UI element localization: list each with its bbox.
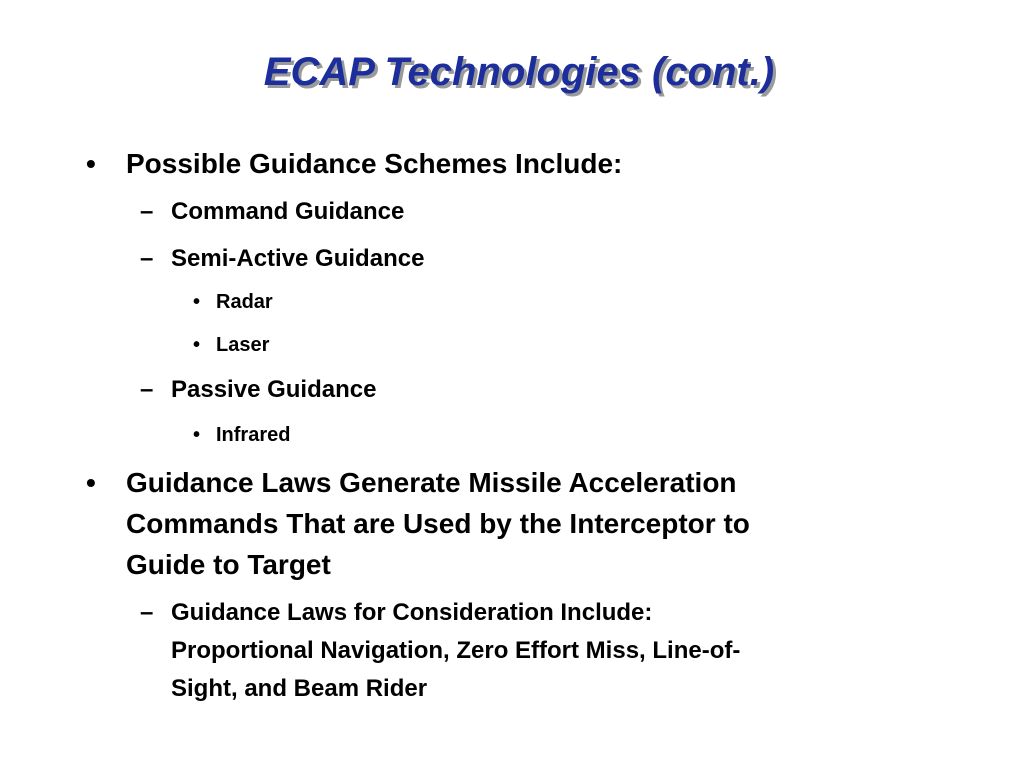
- bullet-marker: •: [193, 291, 201, 313]
- bullet-guidance-laws-line1: Guidance Laws Generate Missile Acceleration: [126, 467, 737, 498]
- bullet-marker: •: [193, 424, 201, 446]
- dash-marker: –: [140, 198, 154, 225]
- slide-title: ECAP Technologies (cont.): [263, 50, 775, 94]
- dash-marker: –: [140, 245, 154, 272]
- sub-sub-bullet-infrared: Infrared: [216, 424, 291, 446]
- bullet-guidance-laws-line3: Guide to Target: [126, 549, 331, 580]
- bullet-marker: •: [193, 334, 201, 356]
- sub-bullet-guidance-laws-line2: Proportional Navigation, Zero Effort Miss, Line-of-: [171, 637, 741, 664]
- sub-bullet-passive-guidance: Passive Guidance: [171, 376, 377, 403]
- bullet-guidance-schemes: Possible Guidance Schemes Include:: [126, 148, 623, 179]
- sub-bullet-command-guidance: Command Guidance: [171, 198, 405, 225]
- bullet-marker: •: [86, 148, 96, 179]
- sub-sub-bullet-laser: Laser: [216, 334, 270, 356]
- bullet-guidance-laws-line2: Commands That are Used by the Interceptor to: [126, 508, 750, 539]
- sub-bullet-semi-active-guidance: Semi-Active Guidance: [171, 245, 425, 272]
- dash-marker: –: [140, 376, 154, 403]
- sub-bullet-guidance-laws-line1: Guidance Laws for Consideration Include:: [171, 599, 653, 626]
- dash-marker: –: [140, 599, 154, 626]
- bullet-marker: •: [86, 467, 96, 498]
- sub-bullet-guidance-laws-line3: Sight, and Beam Rider: [171, 675, 428, 702]
- sub-sub-bullet-radar: Radar: [216, 291, 273, 313]
